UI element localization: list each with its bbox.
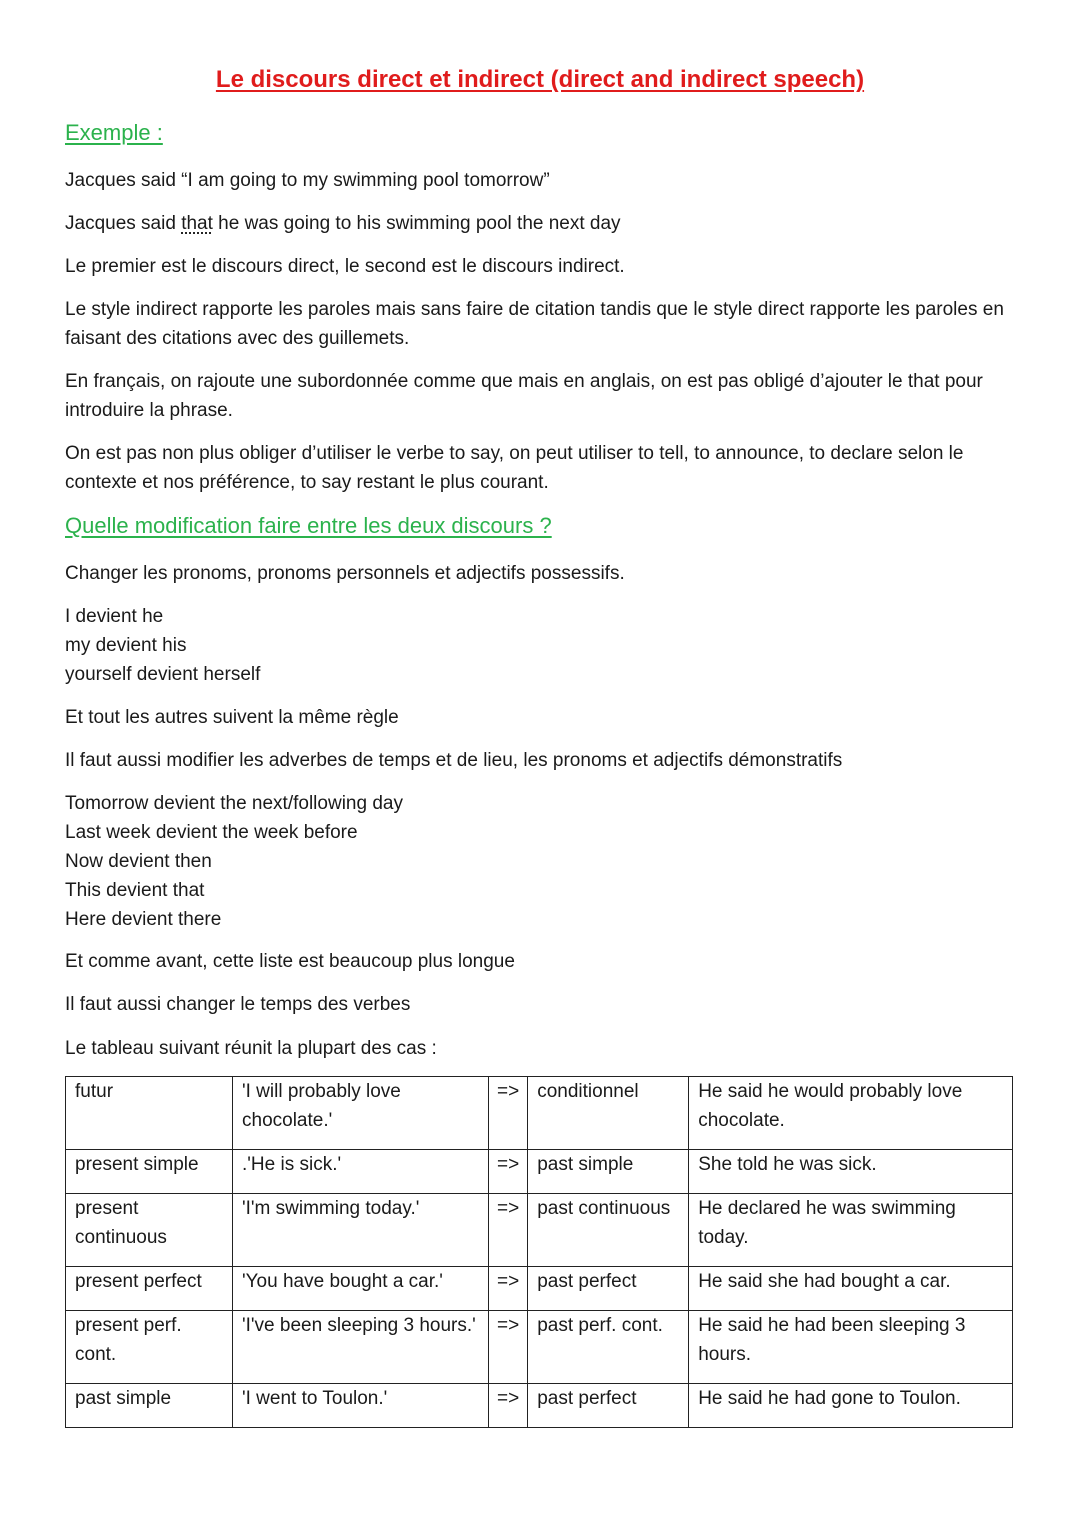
list-item: Last week devient the week before <box>65 822 358 843</box>
paragraph-5: Changer les pronoms, pronoms personnels et adjectifs possessifs. <box>65 563 625 584</box>
table-row <box>66 1384 1013 1428</box>
table-row <box>66 1150 1013 1194</box>
arrow-cell: => <box>489 1194 528 1267</box>
list-item: Tomorrow devient the next/following day <box>65 793 403 814</box>
paragraph-2: Le style indirect rapporte les paroles mais sans faire de citation tandis que le style direct rapporte les paroles en faisant des citations avec des guillemets. <box>65 299 1004 349</box>
paragraph-4: On est pas non plus obliger d’utiliser le verbe to say, on peut utiliser to tell, to announce, to declare selon le contexte et nos préférence, to say restant le plus courant. <box>65 443 964 493</box>
arrow-cell: => <box>489 1267 528 1311</box>
example-direct: Jacques said “I am going to my swimming pool tomorrow” <box>65 170 550 191</box>
result-cell: past perfect <box>528 1384 689 1428</box>
table-row <box>66 1311 1013 1384</box>
pronoun-list <box>65 602 1015 689</box>
indirect-cell: He said she had bought a car. <box>689 1267 1013 1311</box>
result-cell: past simple <box>528 1150 689 1194</box>
paragraph-3: En français, on rajoute une subordonnée comme que mais en anglais, on est pas obligé d’ajouter le that pour introduire la phrase. <box>65 371 983 421</box>
result-cell: past perfect <box>528 1267 689 1311</box>
example-indirect-that: that <box>181 213 213 234</box>
page-title: Le discours direct et indirect (direct and indirect speech) <box>215 66 865 93</box>
indirect-cell: He declared he was swimming today. <box>689 1194 1013 1267</box>
paragraph-1: Le premier est le discours direct, le second est le discours indirect. <box>65 256 625 277</box>
example-cell: 'I'm swimming today.' <box>233 1194 489 1267</box>
paragraph-9: Il faut aussi changer le temps des verbes <box>65 994 411 1015</box>
heading-exemple: Exemple : <box>65 120 163 145</box>
arrow-cell: => <box>489 1077 528 1150</box>
list-item: Now devient then <box>65 851 212 872</box>
indirect-cell: She told he was sick. <box>689 1150 1013 1194</box>
table-row <box>66 1077 1013 1150</box>
result-cell: conditionnel <box>528 1077 689 1150</box>
table-row <box>66 1267 1013 1311</box>
paragraph-7: Il faut aussi modifier les adverbes de temps et de lieu, les pronoms et adjectifs démonstratifs <box>65 750 843 771</box>
tense-cell: present continuous <box>66 1194 233 1267</box>
tense-cell: past simple <box>66 1384 233 1428</box>
example-cell: 'You have bought a car.' <box>233 1267 489 1311</box>
list-item: yourself devient herself <box>65 664 261 685</box>
tense-table <box>65 1076 1013 1428</box>
example-indirect-start: Jacques said <box>65 213 182 234</box>
arrow-cell: => <box>489 1384 528 1428</box>
list-item: This devient that <box>65 880 205 901</box>
example-indirect <box>65 209 1015 238</box>
example-cell: .'He is sick.' <box>233 1150 489 1194</box>
adverb-list <box>65 789 1015 934</box>
list-item: Here devient there <box>65 909 222 930</box>
indirect-cell: He said he had gone to Toulon. <box>689 1384 1013 1428</box>
example-cell: 'I will probably love chocolate.' <box>233 1077 489 1150</box>
tense-cell: futur <box>66 1077 233 1150</box>
tense-cell: present perf. cont. <box>66 1311 233 1384</box>
paragraph-10: Le tableau suivant réunit la plupart des cas : <box>65 1038 437 1059</box>
example-indirect-end: he was going to his swimming pool the next day <box>212 213 621 234</box>
example-cell: 'I went to Toulon.' <box>233 1384 489 1428</box>
tense-cell: present perfect <box>66 1267 233 1311</box>
result-cell: past perf. cont. <box>528 1311 689 1384</box>
paragraph-6: Et tout les autres suivent la même règle <box>65 707 399 728</box>
arrow-cell: => <box>489 1311 528 1384</box>
table-row <box>66 1194 1013 1267</box>
list-item: my devient his <box>65 635 187 656</box>
indirect-cell: He said he had been sleeping 3 hours. <box>689 1311 1013 1384</box>
arrow-cell: => <box>489 1150 528 1194</box>
result-cell: past continuous <box>528 1194 689 1267</box>
tense-cell: present simple <box>66 1150 233 1194</box>
paragraph-8: Et comme avant, cette liste est beaucoup plus longue <box>65 951 515 972</box>
indirect-cell: He said he would probably love chocolate. <box>689 1077 1013 1150</box>
heading-modification: Quelle modification faire entre les deux discours ? <box>65 513 552 538</box>
example-cell: 'I've been sleeping 3 hours.' <box>233 1311 489 1384</box>
list-item: I devient he <box>65 606 164 627</box>
